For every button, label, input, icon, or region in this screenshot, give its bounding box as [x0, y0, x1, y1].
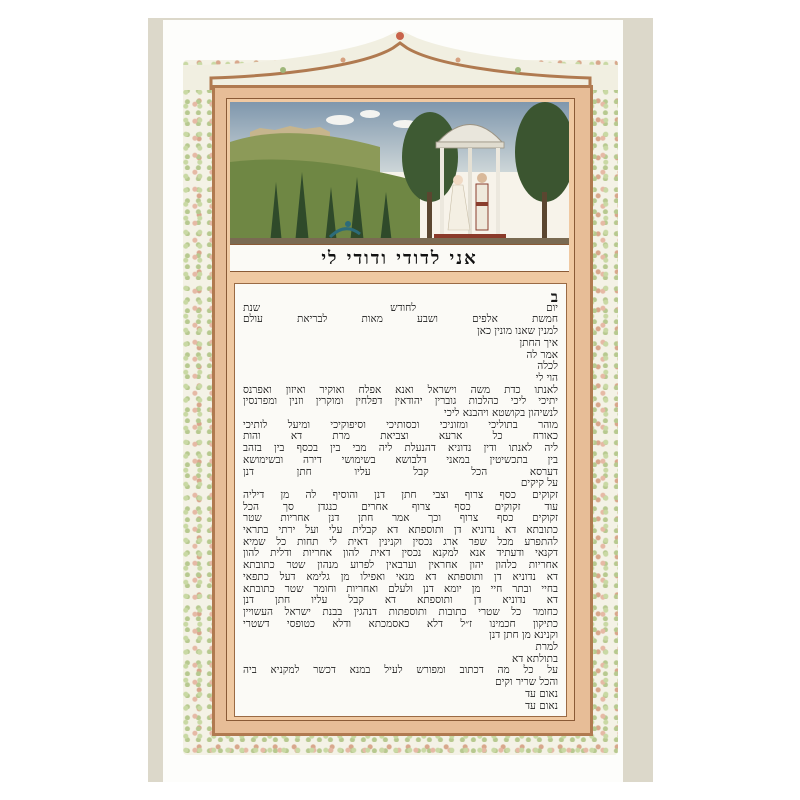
ketubah-text-line: למנין שאנו מונין כאן — [477, 325, 558, 338]
ketubah-text-line: כתיקון חכמינו ז״ל דלא כאסמכתא ודלא כטופסי דשטרי — [243, 617, 558, 630]
ketubah-text-line: להתפרע מכל שפר ארג נכסין וקנינין דאית לי תחות כל שמיא — [243, 535, 558, 548]
cloud — [326, 115, 354, 125]
ketubah-text-line: איך החתן — [519, 336, 558, 349]
ketubah-text-line: לנשיהון בקושטא ויהבנא ליכי — [444, 407, 558, 419]
ketubah-text-line: זקוקים כסף צרוף וצבי חתן דנן והוסיף לה מן דיליה — [243, 488, 558, 501]
ketubah-text-line: דקנאי ודעתיד אנא למקנא נכסין דאית להון אחריות ודלית להון — [243, 547, 558, 560]
ketubah-text-line: בחיי ובתר חיי מן יומא דנן ולעלם ואחריות וחומר שטר כתובתא — [243, 582, 558, 595]
groom-figure — [476, 173, 488, 230]
ketubah-text-line: נאום עד — [525, 699, 558, 712]
ketubah-text-line: בתולתא דא — [512, 652, 558, 665]
ketubah-text-line: יתיכי ליכי כהלכות גוברין יהודאין דפלחין ומוקרין וזנין ומפרנסין — [243, 395, 558, 408]
finial-ornament — [396, 32, 404, 40]
ketubah-text-line: דערסא הכל קבל עליו חתן דנן — [243, 465, 558, 478]
ketubah-text-line: עוד זקוקים כסף צרוף אחרים כנגדן סך הכל — [243, 500, 558, 513]
arched-border-top — [183, 30, 618, 90]
ketubah-title: אני לדודי ודודי לי — [321, 248, 478, 269]
ketubah-text-line: דא נדוניא דן ותוספתא דא מנאי ואפילו מן גלימא דעל כתפאי — [243, 570, 558, 583]
wedding-scene-illustration — [230, 102, 569, 244]
ketubah-text-line: על קיקים — [520, 477, 558, 490]
ketubah-text-line: מוהר בתוליכי ומזוניכי וכסותיכי וסיפוקיכי ומיעל לותיכי — [243, 418, 558, 431]
ketubah-text-line: חמשת אלפים ושבע מאות לבריאת עולם — [243, 313, 558, 326]
ketubah-text-line: כתובתא דא נדוניא דן ותוספתא דא קבלית עלי ועל ירתי בתראי — [243, 524, 558, 536]
tree — [402, 112, 458, 202]
ketubah-text-line: דא נדוניא דן ותוספתא דא קבל עליו חתן דנן — [243, 594, 558, 607]
cloud — [360, 110, 380, 118]
ketubah-text-line: על כל מה דכתוב ומפורש לעיל במנא דכשר למקניא ביה — [243, 664, 558, 677]
ketubah-text-line: כחומר כל שטרי כתובות ותוספתות דנהגין בבנת ישראל העשויין — [243, 605, 558, 618]
ketubah-text-panel — [234, 283, 567, 717]
ketubah-text-line: וקנינא מן חתן דנן — [489, 629, 558, 642]
ketubah-text-line: כאורח כל ארעא וצביאת מרת דא והות — [243, 430, 558, 443]
ketubah-text-line: הוי לי — [535, 371, 558, 384]
ketubah-text-line: לכלה — [537, 360, 558, 373]
ketubah-text-line: לאנתו כדת משה וישראל ואנא אפלח ואוקיר ואיזון ואפרנס — [243, 383, 558, 396]
ketubah-text-line: יום לחודש שנת — [243, 301, 558, 314]
ketubah-text-line: והכל שריר וקים — [495, 676, 558, 689]
ketubah-text-line: ב — [550, 290, 558, 304]
ketubah-text-line: נאום עד — [525, 687, 558, 700]
ketubah-text-line: ליה לאנתו ודין נדוניא דהנעלת ליה מבי בין בכסף בין בזהב — [243, 442, 558, 455]
ketubah-text-line: אמר לה — [526, 348, 558, 361]
ketubah-text-line: בין בתכשיטין במאני דלבושא בשימושי דירה ובשימושא — [243, 453, 558, 466]
ketubah-text-line: זקוקים כסף צרוף וכך אמר חתן דנן אחריות שטר — [243, 512, 558, 525]
ketubah-text-line: אחריות כלהון יהון אחראין וערבאין לפרוע מנהון שטר כתובתא — [243, 559, 558, 572]
ketubah-text-line: למרת — [535, 641, 558, 653]
title-band — [230, 244, 569, 272]
